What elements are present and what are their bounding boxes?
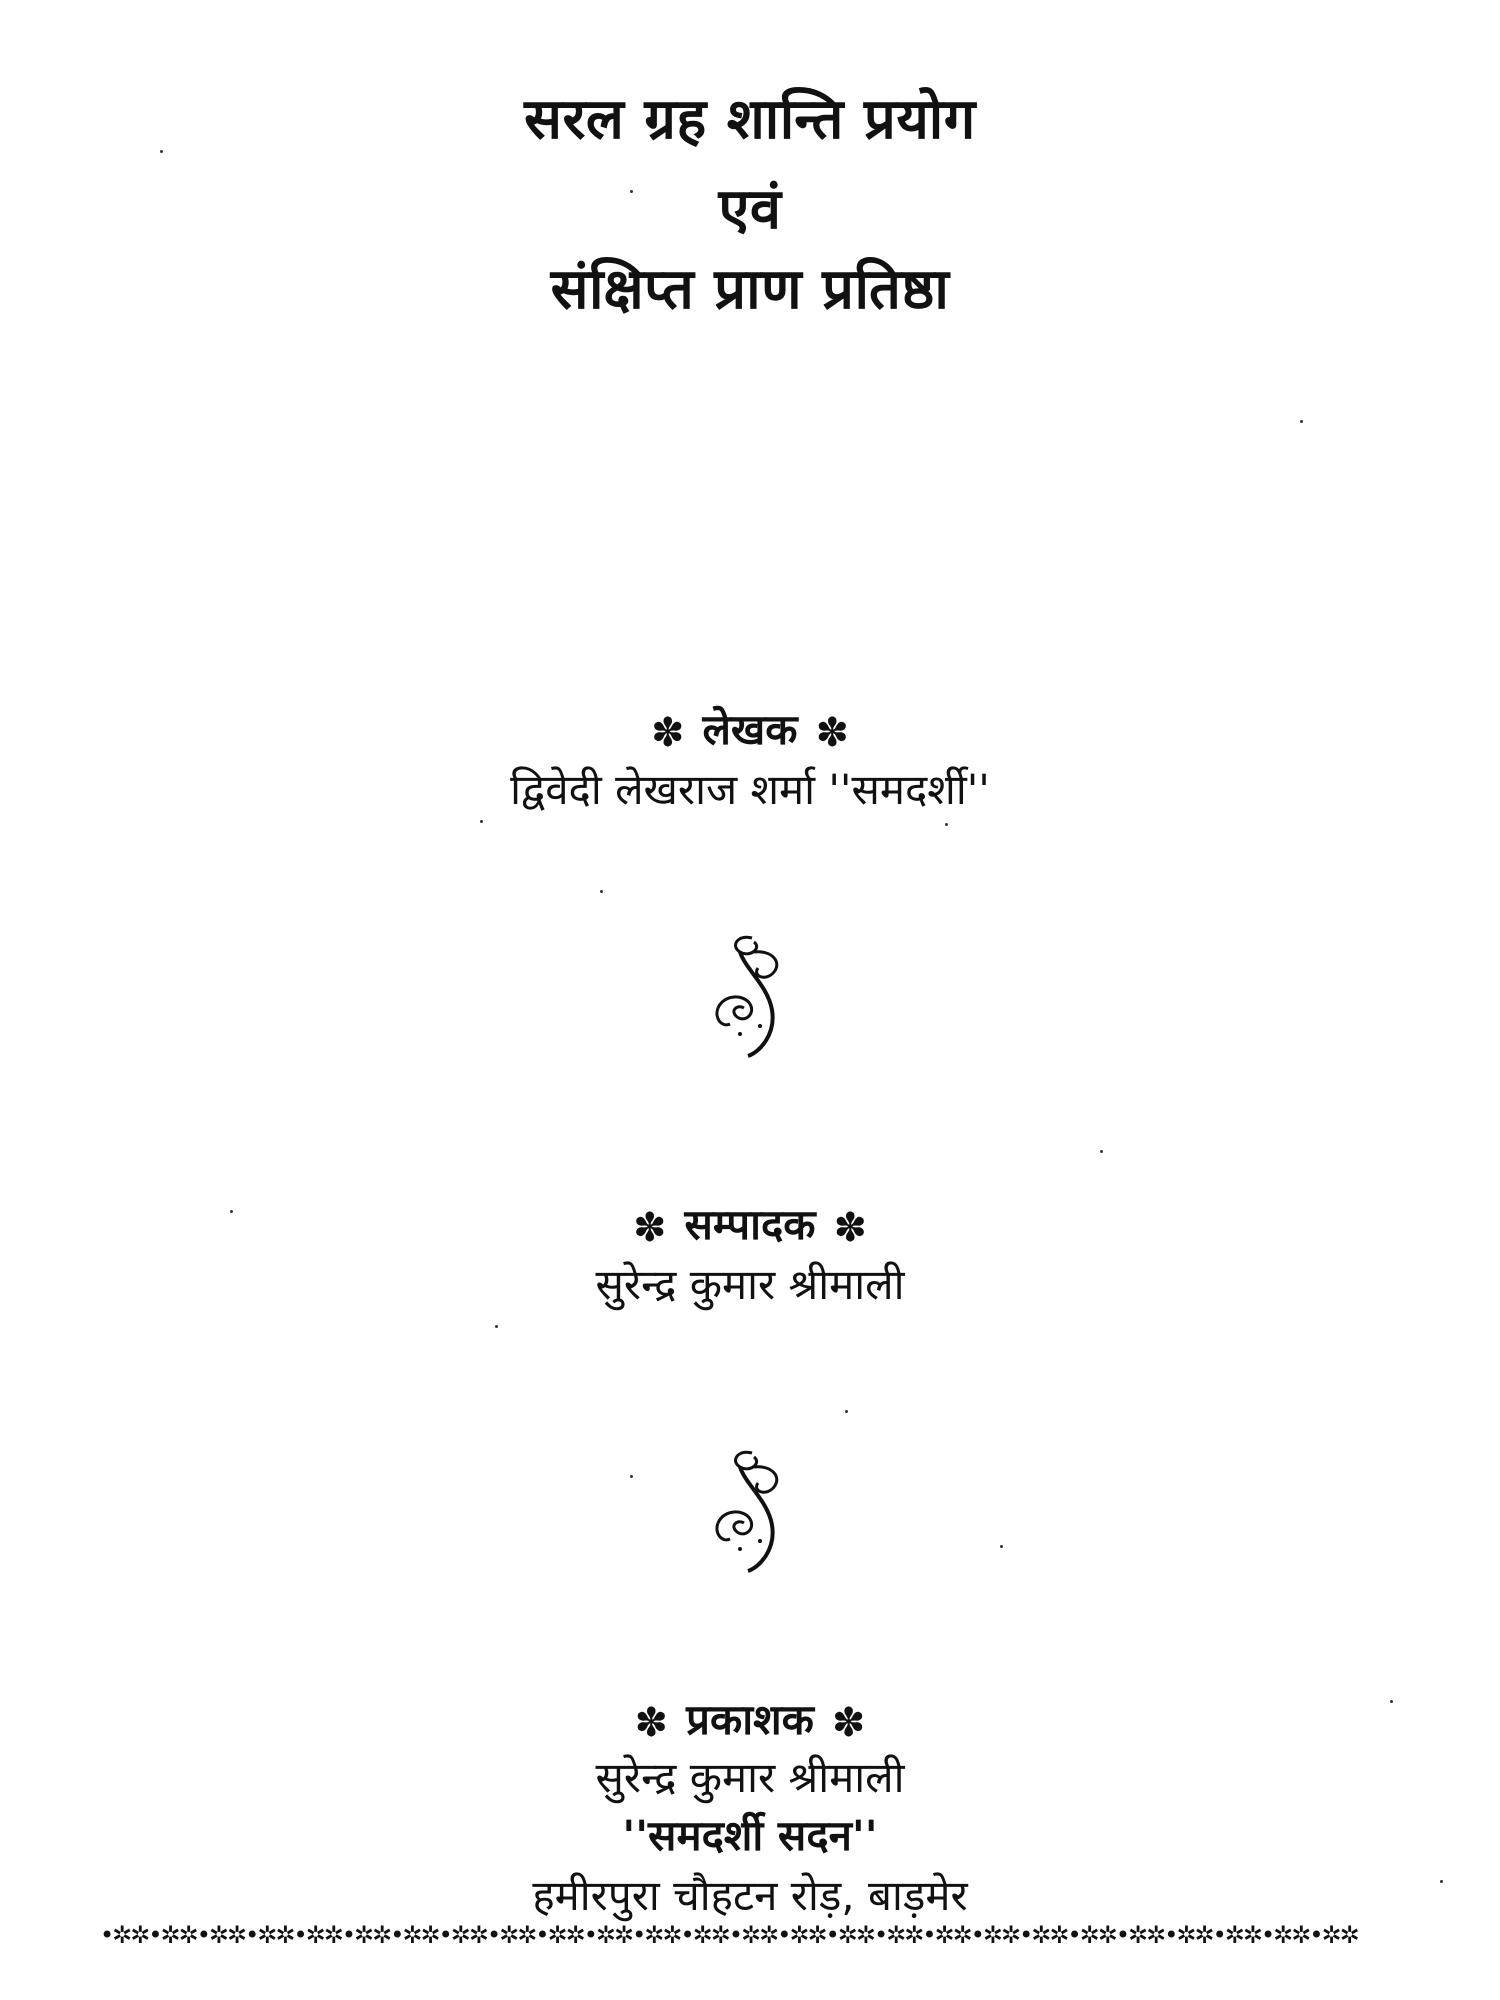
author-role-label: लेखक (702, 705, 798, 754)
border-star-icon: •✲✲ (535, 1921, 584, 1949)
scan-speck (1300, 420, 1303, 423)
border-star-icon: •✲✲ (390, 1921, 439, 1949)
border-star-icon: •✲✲ (100, 1921, 149, 1949)
border-star-icon: •✲✲ (1067, 1921, 1116, 1949)
book-title-line-2: एवं (718, 177, 782, 242)
publisher-role-label: प्रकाशक (686, 1695, 814, 1744)
border-star-icon: •✲✲ (1309, 1921, 1358, 1949)
author-role-heading (0, 700, 1500, 763)
border-star-icon: •✲✲ (196, 1921, 246, 1949)
border-star-icon: •✲✲ (245, 1921, 294, 1949)
book-title-line-3: संक्षिप्त प्राण प्रतिष्ठा (550, 257, 950, 322)
border-star-icon: •✲✲ (1019, 1921, 1068, 1949)
border-star-icon: •✲✲ (1212, 1921, 1261, 1949)
border-star-icon: •✲✲ (487, 1921, 536, 1949)
border-star-icon: •✲✲ (632, 1921, 681, 1949)
scan-speck (480, 820, 483, 823)
border-star-icon: •✲✲ (148, 1921, 197, 1949)
border-star-icon: •✲✲ (728, 1921, 778, 1949)
border-star-icon: •✲✲ (970, 1921, 1020, 1949)
flourish-ornament-icon (700, 930, 800, 1060)
border-star-icon: •✲✲ (922, 1921, 971, 1949)
border-star-icon: •✲✲ (777, 1921, 826, 1949)
author-name: द्विवेदी लेखराज शर्मा ''समदर्शी'' (510, 765, 990, 814)
border-star-icon: •✲✲ (680, 1921, 729, 1949)
editor-role-label: सम्पादक (684, 1200, 816, 1249)
flourish-ornament-icon (700, 1445, 800, 1575)
publisher-role-heading (0, 1690, 1500, 1753)
scan-speck (230, 1210, 233, 1213)
border-star-icon: •✲✲ (293, 1921, 342, 1949)
scan-speck (1440, 1880, 1443, 1883)
star-icon: ✽ (650, 709, 685, 756)
book-title-line-1: सरल ग्रह शान्ति प्रयोग (524, 87, 976, 152)
editor-role-heading (0, 1195, 1500, 1258)
publisher-name: सुरेन्द्र कुमार श्रीमाली (595, 1753, 905, 1802)
border-star-icon: •✲✲ (438, 1921, 487, 1949)
scan-speck (495, 1325, 498, 1328)
editor-name: सुरेन्द्र कुमार श्रीमाली (595, 1260, 905, 1309)
scan-speck (945, 823, 948, 826)
star-icon: ✽ (634, 1699, 669, 1746)
scan-speck (630, 190, 633, 193)
star-icon: ✽ (833, 1204, 868, 1251)
border-star-icon: •✲✲ (1164, 1921, 1213, 1949)
scan-speck (1100, 1150, 1103, 1153)
border-star-icon: •✲✲ (825, 1921, 874, 1949)
star-icon: ✽ (831, 1699, 866, 1746)
scan-speck (1000, 1545, 1003, 1548)
scan-speck (1390, 1700, 1393, 1703)
border-star-icon: •✲✲ (874, 1921, 923, 1949)
border-star-icon: •✲✲ (1115, 1921, 1165, 1949)
publisher-address: हमीरपुरा चौहटन रोड़, बाड़मेर (532, 1871, 968, 1920)
border-star-icon: •✲✲ (583, 1921, 633, 1949)
decorative-border (100, 1920, 1358, 1950)
star-icon: ✽ (815, 709, 850, 756)
scan-speck (600, 890, 603, 893)
scan-speck (160, 150, 163, 153)
star-icon: ✽ (632, 1204, 667, 1251)
border-star-icon: •✲✲ (341, 1921, 391, 1949)
scan-speck (630, 1475, 633, 1478)
border-star-icon: •✲✲ (1261, 1921, 1310, 1949)
publisher-house: ''समदर्शी सदन'' (622, 1811, 878, 1860)
scan-speck (845, 1410, 848, 1413)
